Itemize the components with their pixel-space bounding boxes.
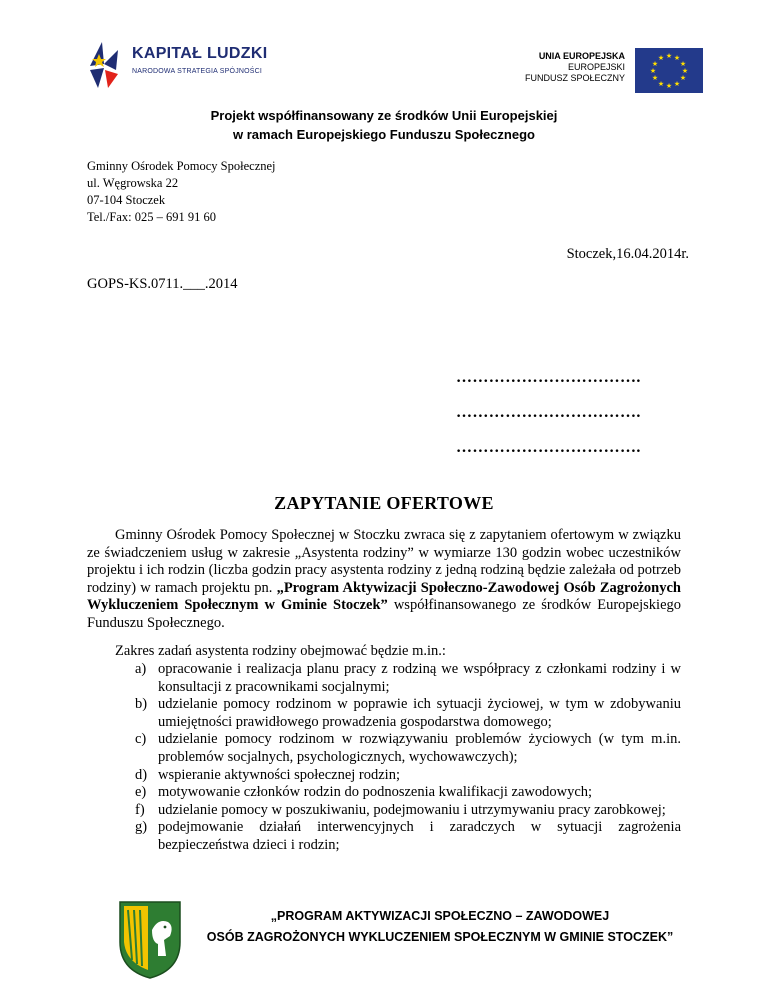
footer-program-title — [190, 906, 690, 948]
list-item — [135, 819, 681, 854]
gmina-crest-icon — [118, 900, 182, 980]
funding-statement — [0, 106, 768, 144]
list-item — [135, 802, 681, 820]
svg-text:★: ★ — [651, 74, 659, 82]
kapital-ludzki-name: KAPITAŁ LUDZKI — [132, 45, 268, 62]
svg-text:★: ★ — [681, 67, 689, 75]
address-line1: Gminny Ośrodek Pomocy Społecznej — [87, 159, 276, 173]
list-item-text: udzielanie pomocy w poszukiwaniu, podejmowaniu i utrzymywaniu pracy zarobkowej; — [158, 801, 666, 818]
intro-part1: Gminny Ośrodek Pomocy Społecznej w Stoczku zwraca się z zapytaniem ofertowym w związku ze świadczeniem usług w zakresie „Asystenta rodziny” w wymiarze 130 godzin wobec uczestników projektu i ich rodzin (liczba godzin pracy asystenta rodziny z jedną rodziną będzie zależała od potrzeb rodziny) w ramach projektu pn. — [87, 527, 681, 596]
recipient-line-3: ……………………………. — [456, 439, 641, 456]
project-name: „Program Aktywizacji Społeczno-Zawodowej Osób Zagrożonych Wykluczeniem Społecznym w Gminie Stoczek” — [87, 579, 681, 614]
list-item-text: opracowanie i realizacja planu pracy z rodziną we współpracy z członkami rodziny i w konsultacji z pracownikami socjalnymi; — [158, 661, 681, 695]
kapital-ludzki-subtitle: NARODOWA STRATEGIA SPÓJNOŚCI — [132, 68, 263, 75]
svg-text:★: ★ — [657, 80, 665, 88]
svg-text:★: ★ — [649, 67, 657, 75]
eu-logo-line2: EUROPEJSKI — [567, 62, 625, 72]
recipient-line-1: ……………………………. — [456, 369, 641, 386]
svg-text:★: ★ — [679, 74, 687, 82]
svg-text:★: ★ — [665, 82, 673, 90]
city-date: Stoczek,16.04.2014r. — [566, 246, 689, 262]
svg-text:★: ★ — [651, 60, 659, 68]
list-item — [135, 767, 681, 785]
list-item-text: podejmowanie działań interwencyjnych i zaradczych w sytuacji zagrożenia bezpieczeństwa dzieci i rodzin; — [158, 819, 681, 853]
reference-number: GOPS-KS.0711.___.2014 — [87, 276, 238, 292]
eu-logo-line3: FUNDUSZ SPOŁECZNY — [524, 73, 625, 83]
list-item-label: a) — [135, 661, 147, 677]
sender-address — [87, 158, 276, 226]
address-line4: Tel./Fax: 025 – 691 91 60 — [87, 210, 216, 224]
eu-flag-icon — [635, 48, 703, 93]
svg-text:★: ★ — [673, 54, 681, 62]
task-list — [135, 661, 681, 855]
list-item-text: udzielanie pomocy rodzinom w poprawie ich sytuacji życiowej, w tym w zdobywaniu umiejętności prawidłowego prowadzenia gospodarstwa domowego; — [158, 696, 681, 730]
list-item-text: udzielanie pomocy rodzinom w rozwiązywaniu problemów życiowych (w tym m.in. problemów socjalnych, psychologicznych, wychowawczych); — [158, 731, 681, 765]
list-item — [135, 661, 681, 696]
list-item-label: d) — [135, 766, 148, 783]
list-item-label: c) — [135, 731, 147, 748]
footer-line1: „PROGRAM AKTYWIZACJI SPOŁECZNO – ZAWODOWEJ — [270, 909, 610, 923]
list-item-label: g) — [135, 819, 148, 836]
footer-line2: OSÓB ZAGROŻONYCH WYKLUCZENIEM SPOŁECZNYM W GMINIE STOCZEK” — [206, 930, 674, 944]
intro-paragraph — [87, 527, 681, 633]
list-item-text: motywowanie członków rodzin do podnoszenia kwalifikacji zawodowych; — [158, 784, 593, 801]
document-title: ZAPYTANIE OFERTOWE — [274, 493, 494, 513]
svg-text:★: ★ — [665, 52, 673, 60]
svg-text:★: ★ — [679, 60, 687, 68]
list-item — [135, 784, 681, 802]
svg-text:★: ★ — [657, 54, 665, 62]
list-item — [135, 731, 681, 766]
recipient-line-2: ……………………………. — [456, 404, 641, 421]
eu-logo-text — [470, 51, 625, 84]
svg-text:★: ★ — [673, 80, 681, 88]
eu-logo-line1: UNIA EUROPEJSKA — [538, 51, 625, 61]
list-item-label: e) — [135, 784, 147, 801]
funding-line1: Projekt współfinansowany ze środków Unii Europejskiej — [210, 108, 558, 123]
list-item — [135, 696, 681, 731]
scope-heading: Zakres zadań asystenta rodziny obejmować będzie m.in.: — [115, 643, 446, 659]
address-line2: ul. Węgrowska 22 — [87, 176, 179, 190]
list-item-label: f) — [135, 801, 145, 818]
funding-line2: w ramach Europejskiego Funduszu Społecznego — [233, 127, 535, 142]
list-item-text: wspieranie aktywności społecznej rodzin; — [158, 766, 400, 783]
list-item-label: b) — [135, 696, 148, 713]
address-line3: 07-104 Stoczek — [87, 193, 166, 207]
intro-part2: współfinansowanego ze środków Europejskiego Funduszu Społecznego. — [87, 597, 682, 631]
